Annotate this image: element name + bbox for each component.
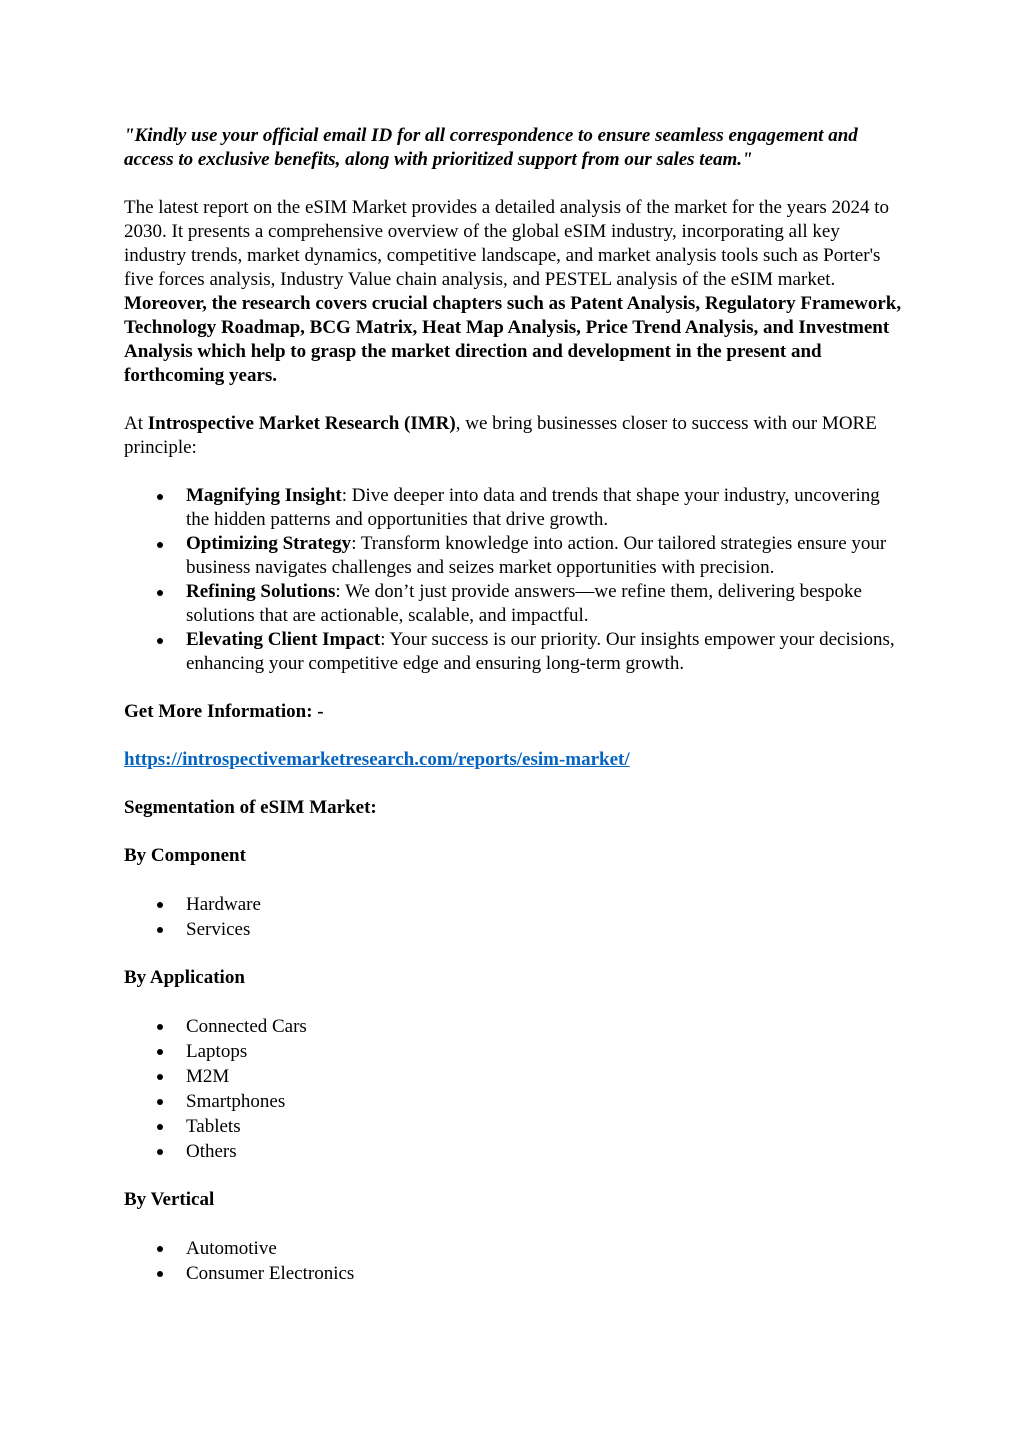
- bullet-icon: [157, 927, 163, 933]
- list-item-label: M2M: [186, 1066, 230, 1087]
- more-info-heading: Get More Information: -: [124, 701, 324, 722]
- list-item-label: Connected Cars: [186, 1016, 307, 1037]
- list-item: [124, 1139, 904, 1164]
- intro-paragraph: [124, 196, 904, 388]
- imr-prefix: At: [124, 413, 148, 434]
- report-link-line: [124, 748, 904, 772]
- list-item: [124, 1064, 904, 1089]
- principle-item: [124, 580, 904, 628]
- list-item-label: Consumer Electronics: [186, 1263, 355, 1284]
- bullet-icon: [157, 1149, 163, 1155]
- email-notice: "Kindly use your official email ID for all correspondence to ensure seamless engagement and access to exclusive benefits, along with prioritized support from our sales team.": [124, 125, 858, 170]
- principle-title: Optimizing Strategy: [186, 533, 352, 554]
- list-item: [124, 1089, 904, 1114]
- principle-item: [124, 628, 904, 676]
- principle-text: : Your success is our priority. Our insights empower your decisions, enhancing your competitive edge and ensuring long-term growth.: [186, 629, 895, 674]
- bullet-icon: [157, 1271, 163, 1277]
- vertical-heading: By Vertical: [124, 1189, 215, 1210]
- bullet-icon: [157, 1099, 163, 1105]
- imr-paragraph: [124, 412, 904, 460]
- bullet-icon: [157, 590, 163, 596]
- list-item: [124, 1014, 904, 1039]
- list-item-label: Laptops: [186, 1041, 248, 1062]
- application-heading: By Application: [124, 967, 245, 988]
- intro-bold-text: Moreover, the research covers crucial chapters such as Patent Analysis, Regulatory Framework, Technology Roadmap, BCG Matrix, Heat Map Analysis, Price Trend Analysis, and Investment Analysis which help to grasp the market direction and development in the present and forthcoming years.: [124, 293, 902, 386]
- intro-text: The latest report on the eSIM Market provides a detailed analysis of the market for the years 2024 to 2030. It presents a comprehensive overview of the global eSIM industry, incorporating all key industry trends, market dynamics, competitive landscape, and market analysis tools such as Porter's five forces analysis, Industry Value chain analysis, and PESTEL analysis of the eSIM market.: [124, 197, 890, 290]
- list-item: [124, 1261, 904, 1286]
- list-item-label: Hardware: [186, 894, 261, 915]
- bullet-icon: [157, 1049, 163, 1055]
- list-item-label: Services: [186, 919, 251, 940]
- imr-name: Introspective Market Research (IMR): [147, 413, 456, 434]
- document-page: [124, 124, 904, 1310]
- principle-item: [124, 532, 904, 580]
- principle-text: : Dive deeper into data and trends that shape your industry, uncovering the hidden patterns and opportunities that drive growth.: [186, 485, 880, 530]
- principle-item: [124, 484, 904, 532]
- bullet-icon: [157, 1074, 163, 1080]
- principle-title: Magnifying Insight: [186, 485, 342, 506]
- principle-title: Elevating Client Impact: [186, 629, 381, 650]
- bullet-icon: [157, 542, 163, 548]
- bullet-icon: [157, 1246, 163, 1252]
- list-item-label: Smartphones: [186, 1091, 286, 1112]
- principles-list: [124, 484, 904, 676]
- principle-title: Refining Solutions: [186, 581, 336, 602]
- bullet-icon: [157, 1124, 163, 1130]
- list-item: [124, 1114, 904, 1139]
- bullet-icon: [157, 638, 163, 644]
- bullet-icon: [157, 1024, 163, 1030]
- list-item-label: Automotive: [186, 1238, 277, 1259]
- bullet-icon: [157, 494, 163, 500]
- segmentation-heading: Segmentation of eSIM Market:: [124, 797, 377, 818]
- list-item: [124, 1039, 904, 1064]
- imr-suffix: , we bring businesses closer to success with our MORE principle:: [124, 413, 877, 458]
- principle-text: : Transform knowledge into action. Our tailored strategies ensure your business navigates challenges and seizes market opportunities with precision.: [186, 533, 887, 578]
- report-link[interactable]: https://introspectivemarketresearch.com/reports/esim-market/: [124, 749, 630, 770]
- vertical-list: [124, 1236, 904, 1286]
- list-item: [124, 917, 904, 942]
- list-item-label: Tablets: [186, 1116, 241, 1137]
- list-item: [124, 1236, 904, 1261]
- list-item: [124, 892, 904, 917]
- principle-text: : We don’t just provide answers—we refine them, delivering bespoke solutions that are actionable, scalable, and impactful.: [186, 581, 862, 626]
- bullet-icon: [157, 902, 163, 908]
- component-list: [124, 892, 904, 942]
- application-list: [124, 1014, 904, 1164]
- component-heading: By Component: [124, 845, 246, 866]
- list-item-label: Others: [186, 1141, 237, 1162]
